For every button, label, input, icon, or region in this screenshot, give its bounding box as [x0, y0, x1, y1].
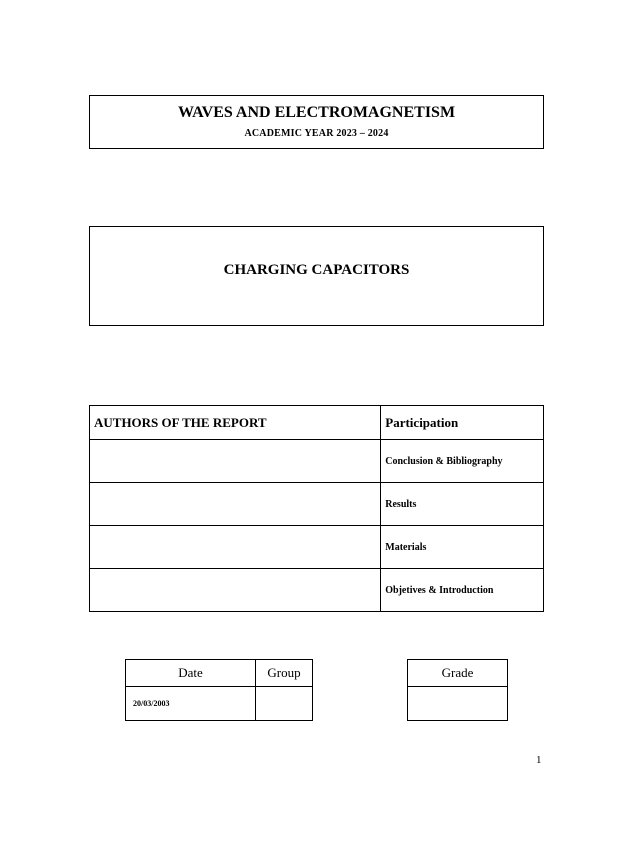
author-cell	[90, 440, 381, 483]
group-value	[256, 687, 313, 721]
participation-cell: Conclusion & Bibliography	[381, 440, 544, 483]
author-cell	[90, 483, 381, 526]
academic-year: ACADEMIC YEAR 2023 – 2024	[244, 128, 389, 139]
table-row	[90, 483, 544, 526]
participation-cell: Materials	[381, 526, 544, 569]
participation-cell: Objetives & Introduction	[381, 569, 544, 612]
authors-header: AUTHORS OF THE REPORT	[90, 406, 381, 440]
date-group-header-row	[126, 660, 313, 687]
author-cell	[90, 526, 381, 569]
date-group-table	[125, 659, 313, 721]
date-group-value-row	[126, 687, 313, 721]
date-label: Date	[126, 660, 256, 687]
grade-table	[407, 659, 508, 721]
grade-label: Grade	[408, 660, 508, 687]
table-row	[90, 569, 544, 612]
report-title-box	[89, 226, 544, 326]
grade-header-row	[408, 660, 508, 687]
grade-value	[408, 687, 508, 721]
author-cell	[90, 569, 381, 612]
page-number: 1	[536, 754, 542, 766]
authors-table	[89, 405, 544, 612]
date-value: 20/03/2003	[126, 687, 256, 721]
grade-value-row	[408, 687, 508, 721]
participation-cell: Results	[381, 483, 544, 526]
table-row	[90, 526, 544, 569]
course-title: WAVES AND ELECTROMAGNETISM	[177, 104, 456, 121]
table-row	[90, 440, 544, 483]
report-title: CHARGING CAPACITORS	[223, 262, 410, 278]
participation-header: Participation	[381, 406, 544, 440]
course-header-box	[89, 95, 544, 149]
authors-table-header	[90, 406, 544, 440]
group-label: Group	[256, 660, 313, 687]
